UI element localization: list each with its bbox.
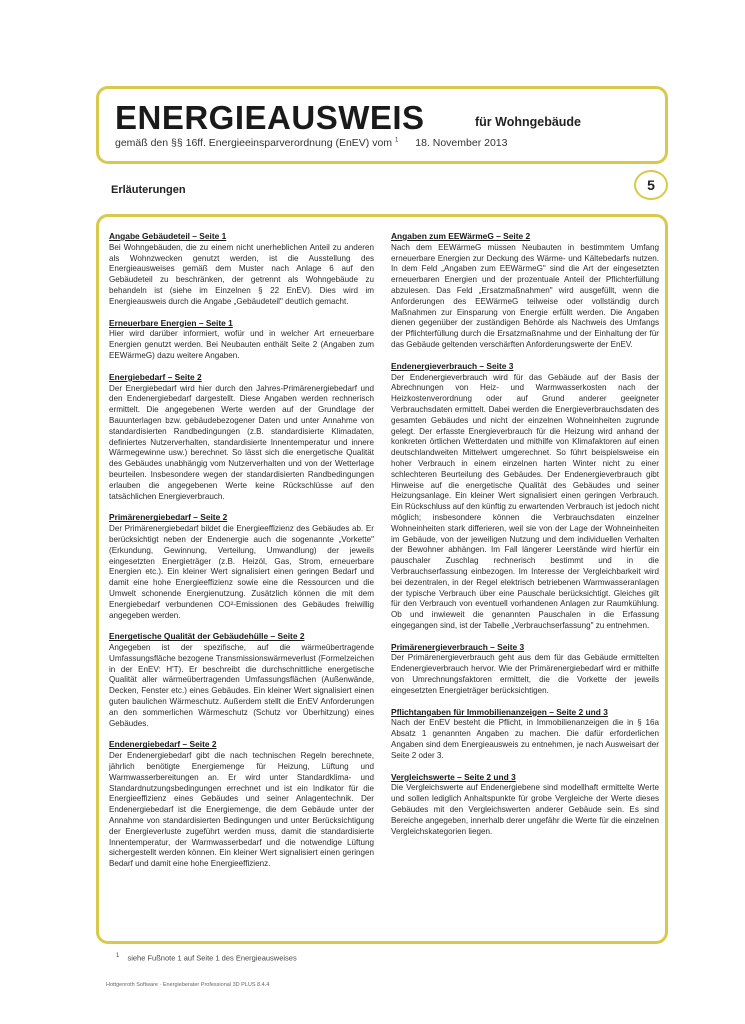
block-endenergieverbrauch: [391, 361, 659, 632]
block-gebaeudehuelle: [109, 631, 374, 729]
explanations-box: [96, 214, 668, 944]
block-heading: Angabe Gebäudeteil – Seite 1: [109, 231, 227, 241]
block-angabe-gebaeudeteil: [109, 231, 374, 308]
regulation-text: gemäß den §§ 16ff. Energieeinsparverordnung (EnEV) vom: [115, 137, 393, 149]
footnote-reference: 1: [394, 137, 399, 144]
block-heading: Erneuerbare Energien – Seite 1: [109, 317, 233, 328]
block-primaerenergiebedarf: [109, 512, 374, 621]
software-note: Hottgenroth Software · Energieberater Professional 3D PLUS 8.4.4: [106, 982, 270, 988]
block-heading: Primärenergiebedarf – Seite 2: [109, 512, 228, 523]
block-heading: Angaben zum EEWärmeG – Seite 2: [391, 231, 531, 241]
block-heading: Vergleichswerte – Seite 2 und 3: [391, 771, 516, 782]
regulation-date: 18. November 2013: [415, 137, 508, 149]
block-text: Der Primärenergiebedarf bildet die Energieeffizienz des Gebäudes ab. Er berücksichtigt neben der Endenergie auch die sogenannte „Vorkette" (Erkundung, Gewinnung, Verteilung, Umwandlung) der jeweils eingesetzten Energieträger (z.B. Heizöl, Gas, Strom, erneuerbare Energien etc.). Ein kleiner Wert signalisiert einen geringen Bedarf und damit eine hohe Energieeffizienz sowie eine die Ressourcen und die Umwelt schonende Energienutzung. Zusätzlich können die mit dem Energiebedarf verbundenen CO²-Emissionen des Gebäudes freiwillig angegeben werden.: [109, 524, 374, 620]
right-column: [391, 231, 659, 847]
block-text: Bei Wohngebäuden, die zu einem nicht unerheblichen Anteil zu anderen als Wohnzwecken genutzt werden, ist die Ausstellung des Energieausweises gemäß dem Muster nach Anlage 6 auf den Gebäudeteil zu beschränken, der getrennt als Wohngebäude zu behandeln ist (siehe im Einzelnen § 22 EnEV). Dies wird im Energieausweis durch die Angabe „Gebäudeteil" deutlich gemacht.: [109, 242, 374, 306]
document-title: ENERGIEAUSWEIS: [115, 99, 425, 136]
block-eewaermeg: [391, 231, 659, 351]
block-heading: Primärenergieverbrauch – Seite 3: [391, 641, 525, 652]
block-heading: Energetische Qualität der Gebäudehülle – Seite 2: [109, 631, 305, 642]
block-erneuerbare-energien: [109, 318, 374, 362]
block-energiebedarf: [109, 372, 374, 503]
block-text: Angegeben ist der spezifische, auf die wärmeübertragende Umfassungsfläche bezogene Transmissionswärmeverlust (Formelzeichen in der EnEV: H'T). Er beschreibt die durchschnittliche energetische Qualität aller wärmeübertragenden Umfassungsflächen (Außenwände, Decken, Fenster etc.) eines Gebäudes. Ein kleiner Wert signalisiert einen guten baulichen Wärmeschutz. Außerdem stellt die EnEV Anforderungen an den sommerlichen Wärmeschutz (Schutz vor Überhitzung) eines Gebäudes.: [109, 643, 374, 728]
block-pflichtangaben: [391, 707, 659, 762]
block-heading: Pflichtangaben für Immobilienanzeigen – Seite 2 und 3: [391, 706, 608, 717]
regulation-line: [115, 137, 507, 149]
block-text: Der Primärenergieverbrauch geht aus dem für das Gebäude ermittelten Endenergieverbrauch hervor. Wie der Primärenergiebedarf wird er mithilfe von Umrechnungsfaktoren ermittelt, die die Vorkette der jeweils eingesetzten Energieträger berücksichtigen.: [391, 653, 659, 695]
block-text: Der Endenergiebedarf gibt die nach technischen Regeln berechnete, jährlich benötigte Energiemenge für Heizung, Lüftung und Warmwasserbereitungen an. Er wird unter Standardklima- und Standardnutzungsbedingungen errechnet und ist ein Indikator für die Energieeffizienz eines Gebäudes und seiner Anlagentechnik. Der Endenergiebedarf ist die Energiemenge, die dem Gebäude unter der Annahme von standardisierten Bedingungen und unter Berücksichtigung der Energieverluste zugeführt werden muss, damit die standardisierte Innentemperatur, der Warmwasserbedarf und die notwendige Lüftung sichergestellt werden können. Ein kleiner Wert signalisiert einen geringen Bedarf und damit eine hohe Energieeffizienz.: [109, 751, 374, 869]
block-text: Hier wird darüber informiert, wofür und in welcher Art erneuerbare Energien genutzt werden. Bei Neubauten enthält Seite 2 (Angaben zum EEWärmeG) dazu weitere Angaben.: [109, 329, 374, 360]
block-heading: Endenergieverbrauch – Seite 3: [391, 360, 514, 371]
block-heading: Endenergiebedarf – Seite 2: [109, 739, 217, 750]
block-vergleichswerte: [391, 772, 659, 838]
block-text: Die Vergleichswerte auf Endenergiebene sind modellhaft ermittelte Werte und sollen lediglich Anhaltspunkte für grobe Vergleiche der Werte dieses Gebäudes mit den Vergleichswerten anderer Gebäude sein. Es sind Bereiche angegeben, innerhalb derer ungefähr die Werte für die einzelnen Vergleichskategorien liegen.: [391, 783, 659, 836]
block-endenergiebedarf: [109, 739, 374, 870]
footnote: [116, 953, 297, 963]
block-primaerenergieverbrauch: [391, 642, 659, 697]
footnote-mark: 1: [116, 953, 120, 959]
left-column: [109, 231, 374, 880]
header-box: [96, 86, 668, 164]
block-text: Nach der EnEV besteht die Pflicht, in Immobilienanzeigen die in § 16a Absatz 1 genannten Angaben zu machen. Die dafür erforderlichen Angaben sind dem Energieausweis zu entnehmen, je nach Ausweisart der Seite 2 oder 3.: [391, 718, 659, 760]
page-number-badge: 5: [634, 170, 668, 200]
section-title: Erläuterungen: [111, 184, 186, 196]
block-heading: Energiebedarf – Seite 2: [109, 371, 202, 382]
block-text: Der Energiebedarf wird hier durch den Jahres-Primärenergiebedarf und den Endenergiebedarf dargestellt. Diese Angaben werden rechnerisch ermittelt. Die angegebenen Werte werden auf der Grundlage der Bauunterlagen bzw. gebäudebezogener Daten und unter Annahme von standardisierten Randbedingungen (z.B. standardisierte Klimadaten, definiertes Nutzerverhalten, standardisierte Innentemperatur und innere Wärmegewinne usw.) berechnet. So lässt sich die energetische Qualität des Gebäudes unabhängig vom Nutzerverhalten und von der Wetterlage beurteilen. Insbesondere wegen der standardisierten Randbedingungen erlauben die angegebenen Werte keine Rückschlüsse auf den tatsächlichen Energieverbrauch.: [109, 383, 374, 501]
block-text: Der Endenergieverbrauch wird für das Gebäude auf der Basis der Abrechnungen von Heiz- und Warmwasserkosten nach der Heizkostenverordnung oder auf Grund anderer geeigneter Verbrauchsdaten ermittelt. Dabei werden die Energieverbrauchsdaten des gesamten Gebäudes und nicht der einzelnen Wohneinheiten zugrunde gelegt. Der erfasste Energieverbrauch für die Heizung wird anhand der konkreten örtlichen Wetterdaten und mithilfe von Klimafaktoren auf einen deutschlandweiten Mittelwert umgerechnet. So führt beispielsweise ein hoher Verbrauch in einem einzelnen harten Winter nicht zu einer schlechteren Beurteilung des Gebäudes. Der Endenergieverbrauch gibt Hinweise auf die energetische Qualität des Gebäudes und seiner Heizungsanlage. Ein kleiner Wert signalisiert einen geringen Verbrauch. Ein Rückschluss auf den künftig zu erwartenden Verbrauch ist jedoch nicht möglich; insbesondere können die Verbrauchsdaten einzelner Wohneinheiten stark differieren, weil sie von der Lage der Wohneinheiten im Gebäude, von der jeweiligen Nutzung und dem individuellen Verhalten der Bewohner abhängen. Im Fall längerer Leerstände wird hierfür ein pauschaler Zuschlag rechnerisch bestimmt und in die Verbrauchserfassung einbezogen. Im Interesse der Vergleichbarkeit wird bei dezentralen, in der Regel elektrisch betriebenen Warmwasseranlagen der typische Verbrauch über eine Pauschale berücksichtigt. Gleiches gilt für den Verbrauch von eventuell vorhandenen Anlagen zur Raumkühlung. Ob und inwieweit die genannten Pauschalen in die Erfassung eingegangen sind, ist der Tabelle „Verbrauchserfassung" zu entnehmen.: [391, 372, 659, 630]
document-subtitle: für Wohngebäude: [475, 115, 582, 129]
block-text: Nach dem EEWärmeG müssen Neubauten in bestimmtem Umfang erneuerbare Energien zur Deckung des Wärme- und Kältebedarfs nutzen. In dem Feld „Angaben zum EEWärmeG" sind die Art der eingesetzten erneuerbaren Energien und der prozentuale Anteil der Pflichterfüllung abzulesen. Das Feld „Ersatzmaßnahmen" wird ausgefüllt, wenn die Anforderungen des EEWärmeG teilweise oder vollständig durch Maßnahmen zur Einsparung von Energie erfüllt werden. Die Angaben dienen gegenüber der zuständigen Behörde als Nachweis des Umfangs der Pflichterfüllung durch die Ersatzmaßnahme und der Einhaltung der für das Gebäude geltenden verschärften Anforderungswerte der EnEV.: [391, 242, 659, 349]
footnote-text: siehe Fußnote 1 auf Seite 1 des Energieausweises: [127, 953, 297, 963]
